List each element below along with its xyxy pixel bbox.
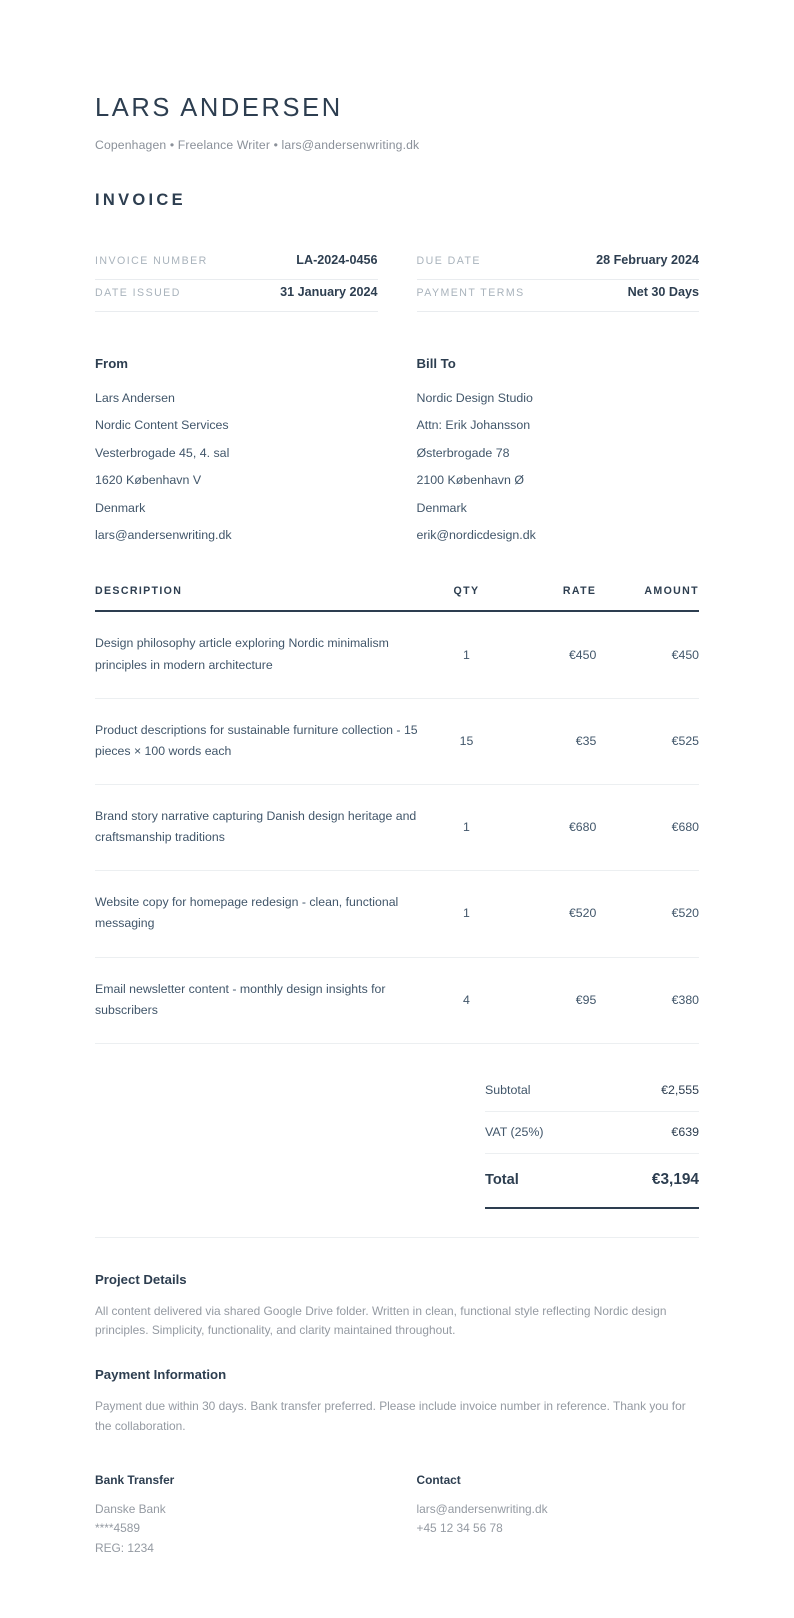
party-bill-to-line: Attn: Erik Johansson [416,418,531,433]
project-details-heading: Project Details [95,1271,187,1287]
total-label: Total [485,1171,519,1188]
meta-payment-terms [417,280,700,312]
line-items-header [95,585,699,611]
party-bill-to-line: Nordic Design Studio [416,391,533,406]
meta-invoice-number [95,248,378,280]
contact-block [417,1473,700,1558]
meta-label: DUE DATE [416,255,481,268]
item-description: Website copy for homepage redesign - clean, functional messaging [95,871,433,957]
party-bill-to-line: 2100 København Ø [416,473,524,488]
payment-information-block [95,1367,699,1436]
item-amount: €520 [596,871,699,957]
column-header-description: DESCRIPTION [95,585,433,611]
line-items-body [95,611,699,1043]
party-bill-to-line: Østerbrogade 78 [416,445,510,460]
party-from-line: Vesterbrogade 45, 4. sal [95,445,230,460]
bank-transfer-title: Bank Transfer [95,1473,175,1488]
table-header-row [95,585,699,611]
subtotal-value: €2,555 [661,1082,699,1097]
contact-title: Contact [416,1473,461,1488]
item-rate: €95 [500,957,597,1043]
section-divider [95,1237,699,1238]
totals-row-vat [485,1112,699,1154]
payment-information-body: Payment due within 30 days. Bank transfer preferred. Please include invoice number in reference. Thank you for the collaboration. [95,1399,686,1433]
line-items-table [95,585,699,1043]
item-rate: €35 [500,698,597,784]
totals-block [485,1070,699,1209]
party-from-line: 1620 København V [95,473,202,488]
item-description: Email newsletter content - monthly design insights for subscribers [95,957,433,1043]
item-rate: €450 [500,611,597,698]
contact-phone: +45 12 34 56 78 [416,1521,503,1536]
column-header-amount: AMOUNT [596,585,699,611]
total-value: €3,194 [651,1170,699,1188]
bank-account-number: ****4589 [95,1521,140,1536]
party-from-email: lars@andersenwriting.dk [95,528,232,543]
item-description: Brand story narrative capturing Danish design heritage and craftsmanship traditions [95,785,433,871]
item-qty: 15 [433,698,499,784]
item-rate: €520 [500,871,597,957]
party-from-line: Nordic Content Services [95,418,229,433]
table-row [95,957,699,1043]
meta-value: Net 30 Days [627,285,699,300]
meta-value: 28 February 2024 [596,253,699,268]
notes-section [95,1272,699,1436]
totals-row-total [485,1154,699,1209]
totals-section [95,1070,699,1209]
item-qty: 1 [433,871,499,957]
document-type-heading: INVOICE [95,191,186,210]
item-amount: €450 [596,611,699,698]
item-description: Design philosophy article exploring Nordic minimalism principles in modern architecture [95,611,433,698]
party-bill-to [417,356,700,541]
party-bill-to-line: Denmark [416,500,467,515]
table-row [95,611,699,698]
table-row [95,871,699,957]
bank-name: Danske Bank [95,1502,166,1517]
page-title: LARS ANDERSEN [95,94,343,122]
party-from-line: Lars Andersen [95,391,175,406]
item-qty: 1 [433,785,499,871]
item-rate: €680 [500,785,597,871]
item-amount: €525 [596,698,699,784]
column-header-rate: RATE [500,585,597,611]
bank-reg-number: REG: 1234 [95,1540,154,1555]
item-qty: 4 [433,957,499,1043]
party-bill-to-email: erik@nordicdesign.dk [416,528,536,543]
subtotal-label: Subtotal [485,1082,531,1097]
invoice-meta-grid [95,248,699,312]
contact-email: lars@andersenwriting.dk [416,1502,548,1517]
bank-transfer-block [95,1473,378,1558]
meta-label: INVOICE NUMBER [95,255,208,268]
vat-value: €639 [671,1124,699,1139]
meta-date-issued [95,280,378,312]
parties-section [95,356,699,541]
party-from [95,356,378,541]
table-row [95,698,699,784]
meta-label: DATE ISSUED [95,287,181,300]
masthead [95,94,699,210]
column-header-qty: QTY [433,585,499,611]
vat-label: VAT (25%) [485,1124,544,1139]
footer-section [95,1473,699,1558]
project-details-block [95,1272,699,1341]
item-amount: €380 [596,957,699,1043]
brand-tagline: Copenhagen • Freelance Writer • lars@andersenwriting.dk [95,138,420,153]
item-amount: €680 [596,785,699,871]
totals-row-subtotal [485,1070,699,1112]
item-description: Product descriptions for sustainable furniture collection - 15 pieces × 100 words each [95,698,433,784]
party-from-title: From [95,356,128,372]
meta-due-date [417,248,700,280]
payment-information-heading: Payment Information [95,1367,227,1383]
party-from-line: Denmark [95,500,146,515]
project-details-body: All content delivered via shared Google Drive folder. Written in clean, functional style reflecting Nordic design principles. Simplicity, functionality, and clarity maintained throughout. [95,1303,667,1338]
meta-value: LA-2024-0456 [296,253,378,268]
table-row [95,785,699,871]
item-qty: 1 [433,611,499,698]
meta-value: 31 January 2024 [280,285,378,300]
party-bill-to-title: Bill To [416,356,456,372]
meta-label: PAYMENT TERMS [416,287,525,300]
